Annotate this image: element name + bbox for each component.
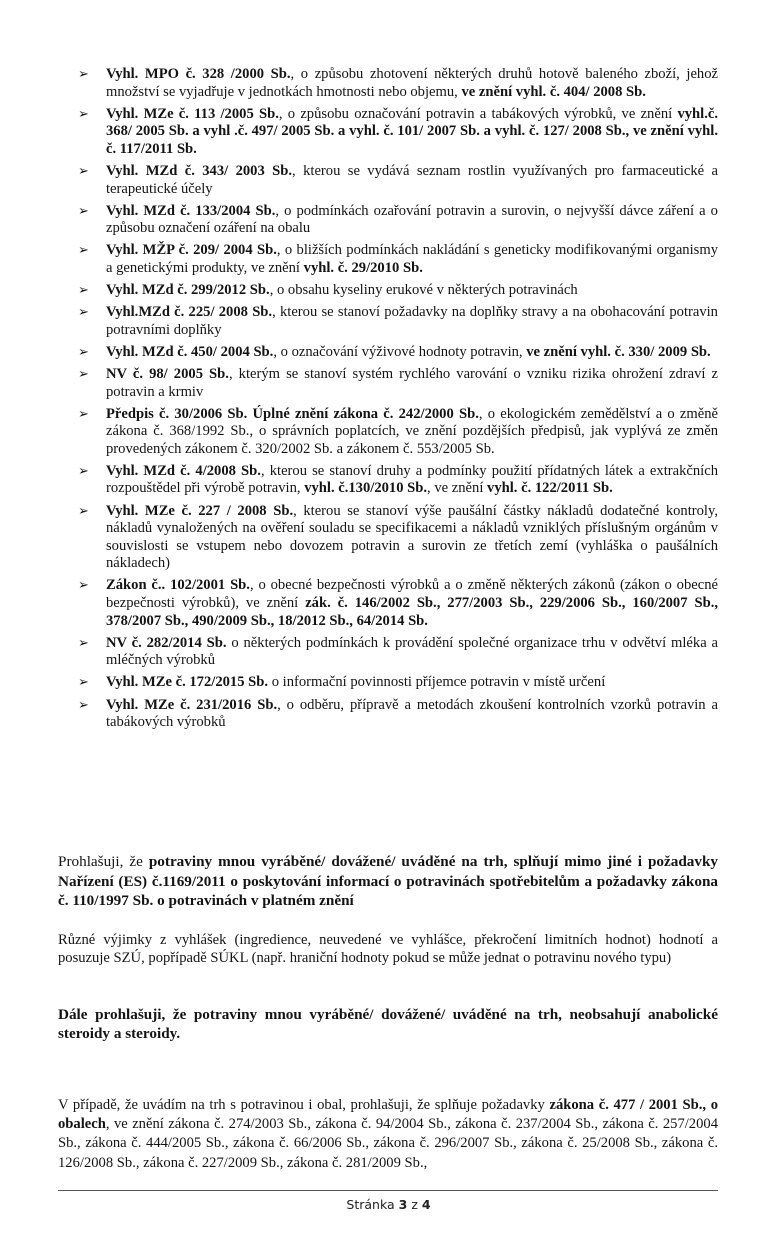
law-reference: Vyhl. MZd č. 133/2004 Sb. — [106, 202, 276, 219]
law-reference: ve znění vyhl. č. 404/ 2008 Sb. — [461, 83, 646, 100]
law-description: , kterou se vydává seznam rostlin využívaných pro farmaceutické a terapeutické účely — [106, 162, 718, 197]
arrow-bullet-icon: ➢ — [78, 243, 89, 259]
law-reference: Vyhl. MZd č. 450/ 2004 Sb. — [106, 343, 274, 360]
law-reference: Vyhl. MŽP č. 209/ 2004 Sb. — [106, 242, 277, 259]
law-reference: ve znění vyhl. č. 330/ 2009 Sb. — [526, 343, 711, 360]
arrow-bullet-icon: ➢ — [78, 163, 89, 179]
arrow-bullet-icon: ➢ — [78, 578, 89, 594]
arrow-bullet-icon: ➢ — [78, 406, 89, 422]
law-description: , kterou se stanoví požadavky na doplňky stravy a na obohacování potravin potravními doplňky — [106, 304, 718, 338]
law-description: , o obecné bezpečnosti výrobků a o změně některých zákonů (zákon o obecné bezpečnosti výrobků), ve znění — [106, 577, 718, 612]
footer-divider — [58, 1190, 718, 1191]
law-reference: NV č. 98/ 2005 Sb. — [106, 365, 229, 382]
arrow-bullet-icon: ➢ — [78, 203, 89, 219]
law-reference: Vyhl. MZd č. 299/2012 Sb. — [106, 282, 270, 299]
law-description: , o podmínkách ozařování potravin a surovin, o nejvyšší dávce záření a o způsobu označení ozáření na obalu — [106, 202, 718, 237]
list-item — [78, 577, 718, 630]
law-description: , o označování výživové hodnoty potravin, — [273, 343, 527, 360]
law-reference: Vyhl. MZe č. 227 / 2008 Sb. — [106, 502, 294, 519]
law-description: , kterou se stanoví výše paušální částky nákladů dodatečné kontroly, nákladů vynaložených na ověření souladu se specifikacemi a nákladů vzniklých příslušným orgánům v souvislosti se vstupem nebo dovozem potravin a surovin ze třetích zemí (vyhláška o paušálních nákladech) — [106, 502, 718, 572]
law-description: , o bližších podmínkách nakládání s geneticky modifikovanými organismy a genetickými produkty, ve znění — [106, 242, 718, 276]
law-reference: Vyhl.MZd č. 225/ 2008 Sb. — [106, 304, 273, 321]
law-description: , o obsahu kyseliny erukové v některých potravinách — [269, 282, 578, 299]
arrow-bullet-icon: ➢ — [78, 635, 89, 651]
packaging-paragraph — [58, 1096, 718, 1173]
law-description: o informační povinnosti příjemce potravin v místě určení — [268, 674, 606, 691]
arrow-bullet-icon: ➢ — [78, 503, 89, 519]
law-description: , ve znění — [427, 480, 488, 497]
arrow-bullet-icon: ➢ — [78, 675, 89, 691]
arrow-bullet-icon: ➢ — [78, 283, 89, 299]
law-reference: vyhl.č. 368/ 2005 Sb. a vyhl .č. 497/ 2005 Sb. a vyhl. č. 101/ 2007 Sb. a vyhl. č. 127/ 2008 Sb., ve znění vyhl. č. 117/2011 Sb. — [106, 105, 718, 157]
declaration-body: potraviny mnou vyráběné/ dovážené/ uváděné na trh, splňují mimo jiné i požadavky Nařízení (ES) č.1169/2011 o poskytování informací o potravinách spotřebitelům a požadavky zákona č. 110/1997 Sb. o potravinách v platném znění — [58, 853, 718, 910]
law-reference: Vyhl. MZe č. 231/2016 Sb. — [106, 696, 278, 713]
list-item — [78, 282, 718, 300]
law-reference: Vyhl. MZe č. 172/2015 Sb. — [106, 674, 269, 691]
law-description: o některých podmínkách k provádění společné organizace trhu v odvětví mléka a mléčných výrobků — [106, 634, 718, 669]
footer-page-number: 3 — [398, 1197, 408, 1212]
declaration-lead: Prohlašuji, že — [58, 853, 149, 870]
footer-of: z — [411, 1197, 418, 1212]
list-item — [78, 635, 718, 670]
arrow-bullet-icon: ➢ — [78, 305, 89, 321]
law-reference: Vyhl. MPO č. 328 /2000 Sb. — [106, 66, 291, 82]
list-item — [78, 674, 718, 692]
law-reference: vyhl. č. 29/2010 Sb. — [303, 259, 423, 276]
list-item — [78, 203, 718, 238]
law-reference: Vyhl. MZd č. 4/2008 Sb. — [106, 462, 261, 479]
law-description: , kterým se stanoví systém rychlého varování o vzniku rizika ohrožení zdraví z potravin a krmiv — [106, 365, 718, 400]
law-reference: Vyhl. MZe č. 113 /2005 Sb. — [106, 105, 279, 122]
law-description: , o ekologickém zemědělství a o změně zákona č. 368/1992 Sb., o správních poplatcích, ve znění pozdějších předpisů, jak vyplývá ze změn provedených zákonem č. 320/2002 Sb. a zákonem č. 553/2005 Sb. — [106, 405, 718, 457]
law-description: , kterou se stanoví druhy a podmínky použití přídatných látek a extrakčních rozpouštědel při výrobě potravin, — [106, 462, 718, 497]
list-item — [78, 344, 718, 362]
exceptions-paragraph: Různé výjimky z vyhlášek (ingredience, neuvedené ve vyhlášce, překročení limitních hodnot) hodnotí a posuzuje SZÚ, popřípadě SÚKL (např. hraniční hodnoty pokud se může jednat o potravinu nového typu) — [58, 932, 718, 966]
law-reference: zák. č. 146/2002 Sb., 277/2003 Sb., 229/2006 Sb., 160/2007 Sb., 378/2007 Sb., 490/2009 Sb., 18/2012 Sb., 64/2014 Sb. — [106, 595, 718, 629]
law-reference: vyhl. č.130/2010 Sb. — [304, 480, 428, 497]
declaration-paragraph-1 — [58, 852, 718, 911]
packaging-lead: V případě, že uvádím na trh s potravinou i obal, prohlašuji, že splňuje požadavky — [58, 1097, 550, 1113]
law-description: , o způsobu označování potravin a tabákových výrobků, ve znění — [278, 105, 678, 122]
list-item — [78, 463, 718, 498]
arrow-bullet-icon: ➢ — [78, 344, 89, 360]
list-item — [78, 66, 718, 101]
list-item — [78, 242, 718, 277]
list-item — [78, 106, 718, 159]
packaging-law: zákona č. 477 / 2001 Sb., o obalech — [58, 1097, 719, 1133]
steroids-declaration: Dále prohlašuji, že potraviny mnou vyráběné/ dovážené/ uváděné na trh, neobsahují anabolické steroidy a steroidy. — [58, 1006, 718, 1042]
law-reference: Předpis č. 30/2006 Sb. Úplné znění zákona č. 242/2000 Sb. — [106, 405, 479, 422]
law-description: , o způsobu zhotovení některých druhů hotově baleného zboží, jehož množství se vyjadřuje v jednotkách hmotnosti nebo objemu, — [106, 66, 718, 100]
law-reference: Zákon č.. 102/2001 Sb. — [106, 577, 250, 594]
list-item — [78, 163, 718, 198]
list-item — [78, 304, 718, 339]
footer-page-total: 4 — [421, 1197, 431, 1212]
footer-label: Stránka — [346, 1197, 395, 1212]
law-reference: vyhl. č. 122/2011 Sb. — [487, 480, 613, 497]
law-description: , o odběru, přípravě a metodách zkoušení kontrolních vzorků potravin a tabákových výrobků — [106, 696, 718, 731]
list-item — [78, 406, 718, 459]
arrow-bullet-icon: ➢ — [78, 463, 89, 479]
law-reference: Vyhl. MZd č. 343/ 2003 Sb. — [106, 162, 293, 179]
arrow-bullet-icon: ➢ — [78, 366, 89, 382]
law-reference: NV č. 282/2014 Sb. — [106, 634, 227, 651]
list-item — [78, 697, 718, 732]
arrow-bullet-icon: ➢ — [78, 697, 89, 713]
arrow-bullet-icon: ➢ — [78, 106, 89, 122]
list-item — [78, 366, 718, 401]
packaging-rest: , ve znění zákona č. 274/2003 Sb., zákona č. 94/2004 Sb., zákona č. 237/2004 Sb., zákona č. 257/2004 Sb., zákona č. 444/2005 Sb., zákona č. 66/2006 Sb., zákona č. 296/2007 Sb., zákona č. 25/2008 Sb., zákona č. 126/2008 Sb., zákona č. 227/2009 Sb., zákona č. 281/2009 Sb., — [58, 1116, 718, 1171]
list-item — [78, 503, 718, 573]
legislation-list — [78, 66, 718, 736]
arrow-bullet-icon: ➢ — [78, 67, 89, 82]
page-footer — [0, 1196, 777, 1214]
